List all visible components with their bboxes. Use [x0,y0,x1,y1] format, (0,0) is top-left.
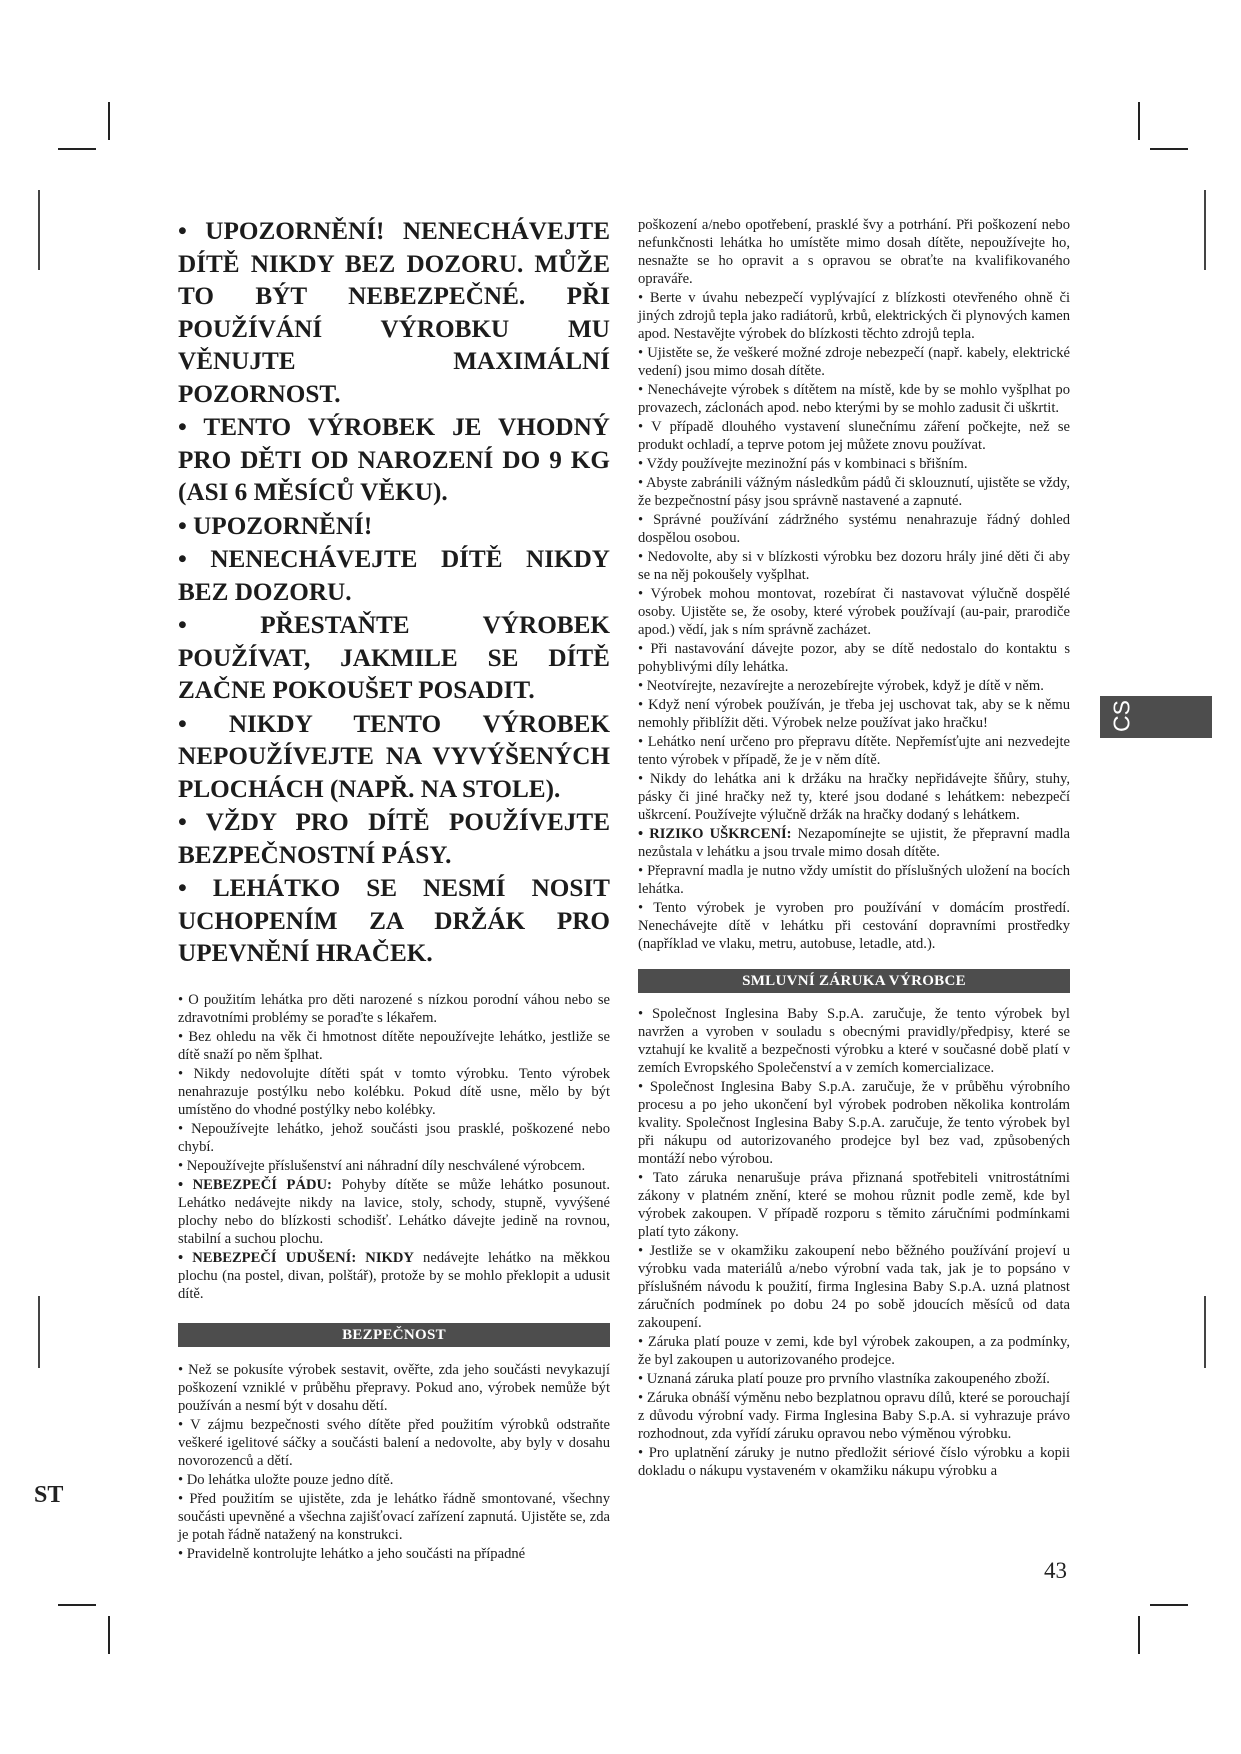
warning-block [178,216,610,971]
paragraph: • Abyste zabránili vážným následkům pádů či sklouznutí, ujistěte se vždy, že bezpečnostní pásy jsou správně nastavené a zapnuté. [638,475,1070,509]
paragraph: • Než se pokusíte výrobek sestavit, ověřte, zda jeho součásti nevykazují poškození vzniklé v průběhu přepravy. Pokud ano, výrobek nemůže být používán a nesmí být v dosahu dětí. [178,1361,610,1414]
paragraph-bold-label: • NEBEZPEČÍ UDUŠENÍ: NIKDY [178,1249,414,1266]
paragraph: • Společnost Inglesina Baby S.p.A. zaručuje, že tento výrobek byl navržen a vyroben v souladu s obecnými pravidly/předpisy, které se vztahují ke kvalitě a bezpečnosti výrobku a které v současné době platí v zemích Evropského Společenství a v zemích komercializace. [638,1006,1070,1076]
warning-item: • VŽDY PRO DÍTĚ POUŽÍVEJTE BEZPEČNOSTNÍ PÁSY. [178,809,610,869]
paragraph-bold-label: • NEBEZPEČÍ PÁDU: [178,1176,332,1193]
warning-item: • LEHÁTKO SE NESMÍ NOSIT UCHOPENÍM ZA DRŽÁK PRO UPEVNĚNÍ HRAČEK. [178,875,610,967]
paragraph: • Do lehátka uložte pouze jedno dítě. [178,1471,394,1488]
paragraph-text: Pohyby dítěte se může lehátko posunout. Lehátko nedávejte nikdy na lavice, stoly, schody, stupně, vyvýšené plochy nebo do blízkosti schodišť. Lehátko dávejte jedině na rovnou, stabilní a suchou plochu. [178,1176,610,1247]
paragraph: • V zájmu bezpečnosti svého dítěte před použitím výrobků odstraňte veškeré igelitové sáčky a součásti balení a nedovolte, aby byly v dosahu novorozenců a dětí. [178,1416,610,1469]
crop-mark-top-right-vertical [1138,102,1140,140]
safety-paragraphs [178,1361,610,1563]
paragraph: • Nedovolte, aby si v blízkosti výrobku bez dozoru hrály jiné děti či aby se na něj pokoušely vyšplhat. [638,549,1070,583]
paragraph: • Uznaná záruka platí pouze pro prvního vlastníka zakoupeného zboží. [638,1371,1050,1387]
crop-mark-bottom-left-horizontal [58,1604,96,1606]
crop-mark-bottom-right-horizontal [1150,1604,1188,1606]
safety-heading: BEZPEČNOST [178,1323,610,1347]
paragraph: • Nenechávejte výrobek s dítětem na místě, kde by se mohlo vyšplhat po provazech, záclonách apod. nebo kterými by se mohlo zadusit či uškrtit. [638,382,1070,416]
paragraph: • Vždy používejte mezinožní pás v kombinaci s břišním. [638,456,968,472]
paragraph: • Záruka platí pouze v zemi, kde byl výrobek zakoupen, a za podmínky, že byl zakoupen u autorizovaného prodejce. [638,1334,1070,1368]
paragraph: • Ujistěte se, že veškeré možné zdroje nebezpečí (např. kabely, elektrické vedení) jsou mimo dosah dítěte. [638,345,1070,379]
paragraph: • Tento výrobek je vyroben pro používání v domácím prostředí. Nenechávejte dítě v lehátku při cestování dopravními prostředky (například ve vlaku, metru, autobuse, letadle, atd.). [638,900,1070,952]
paragraph-text: nedávejte lehátko na měkkou plochu (na postel, divan, polštář), protože by se mohlo překlopit a udusit dítě. [178,1249,611,1302]
paragraph: • Nepoužívejte příslušenství ani náhradní díly neschválené výrobcem. [178,1157,586,1174]
paragraph: • Přepravní madla je nutno vždy umístit do příslušných uložení na bocích lehátka. [638,863,1070,897]
warning-item: • NENECHÁVEJTE DÍTĚ NIKDY BEZ DOZORU. [178,546,610,606]
paragraph [178,1176,610,1248]
edge-mark-right-bottom [1204,1296,1206,1368]
warning-item: • NIKDY TENTO VÝROBEK NEPOUŽÍVEJTE NA VYVÝŠENÝCH PLOCHÁCH (NAPŘ. NA STOLE). [178,710,610,803]
paragraph: • Nepoužívejte lehátko, jehož součásti jsou prasklé, poškozené nebo chybí. [178,1120,610,1155]
crop-mark-bottom-right-vertical [1138,1616,1140,1654]
adjacent-page-edge-text: ST [34,1482,64,1508]
paragraph: • Berte v úvahu nebezpečí vyplývající z blízkosti otevřeného ohně či jiných zdrojů tepla jako radiátorů, krbů, elektrických či plynových kamen apod. Nestavějte výrobek do blízkosti těchto zdrojů tepla. [638,290,1070,342]
paragraph-bold-label: • RIZIKO UŠKRCENÍ: [638,826,792,842]
paragraph: • Pravidelně kontrolujte lehátko a jeho součásti na případné [178,1545,526,1562]
crop-mark-bottom-left-vertical [108,1616,110,1654]
paragraph: • Bez ohledu na věk či hmotnost dítěte nepoužívejte lehátko, jestliže se dítě snaží po něm šplhat. [178,1028,610,1063]
language-tab-label: CS [1108,700,1135,732]
crop-mark-top-left-horizontal [58,148,96,150]
paragraph: • Záruka obnáší výměnu nebo bezplatnou opravu dílů, které se porouchají z důvodu výrobní vady. Firma Inglesina Baby S.p.A. si vyhrazuje právo rozhodnout, zda vyřídí záruku opravou nebo výměnou výrobku. [638,1390,1070,1442]
crop-mark-top-right-horizontal [1150,148,1188,150]
paragraph [638,825,1070,861]
right-paragraphs [638,216,1070,953]
paragraph: • Před použitím se ujistěte, zda je lehátko řádně smontované, všechny součásti upevněné a všechna zajišťovací zařízení zapnutá. Ujistěte se, zda je potah řádně natažený na konstrukci. [178,1490,610,1543]
paragraph: • Lehátko není určeno pro přepravu dítěte. Nepřemísťujte ani nezvedejte tento výrobek v případě, že je v něm dítě. [638,734,1070,768]
page-number: 43 [1044,1558,1067,1583]
paragraph: • Tato záruka nenarušuje práva přiznaná spotřebiteli vnitrostátními zákony v platném znění, které se mohou různit podle země, kde byl výrobek zakoupen. V případě rozporu s těmito záručními podmínkami platí tyto zákony. [638,1170,1070,1240]
paragraph: • Pro uplatnění záruky je nutno předložit sériové číslo výrobku a kopii dokladu o nákupu vystaveném v okamžiku nákupu výrobku a [638,1445,1070,1479]
warning-item: • TENTO VÝROBEK JE VHODNÝ PRO DĚTI OD NAROZENÍ DO 9 KG (ASI 6 MĚSÍCŮ VĚKU). [178,414,610,506]
crop-mark-top-left-vertical [108,102,110,140]
edge-mark-right-top [1204,190,1206,270]
paragraph: • Správné používání zádržného systému nenahrazuje řádný dohled dospělou osobou. [638,512,1070,546]
warranty-paragraphs [638,1005,1070,1480]
paragraph: • Když není výrobek používán, je třeba jej uschovat tak, aby se k němu nemohly přiblížit děti. Výrobek nelze používat jako hračku! [638,697,1070,731]
paragraph: • Výrobek mohou montovat, rozebírat či nastavovat výlučně dospělé osoby. Ujistěte se, že osoby, které výrobek používají (au-pair, prarodiče apod.) vědí, jak s ním správně zacházet. [638,586,1070,638]
warning-item: • PŘESTAŇTE VÝROBEK POUŽÍVAT, JAKMILE SE DÍTĚ ZAČNE POKOUŠET POSADIT. [178,612,610,704]
paragraph: • Nikdy do lehátka ani k držáku na hračky nepřidávejte šňůry, stuhy, pásky či jiné hračky než ty, které jsou dodané s lehátkem: nebezpečí uškrcení. Používejte výlučně držák na hračky dodaný s lehátkem. [638,771,1070,823]
paragraph [178,1249,610,1303]
paragraph: • Při nastavování dávejte pozor, aby se dítě nedostalo do kontaktu s pohyblivými díly lehátka. [638,641,1070,675]
left-column [178,216,610,1563]
paragraph-text: Nezapomínejte se ujistit, že přepravní madla nezůstala v lehátku a jsou trvale mimo dosah dítěte. [638,826,1070,860]
right-column [638,216,1070,1480]
language-tab [1100,696,1212,738]
warning-item: • UPOZORNĚNÍ! NENECHÁVEJTE DÍTĚ NIKDY BEZ DOZORU. MŮŽE TO BÝT NEBEZPEČNÉ. PŘI POUŽÍVÁNÍ VÝROBKU MU VĚNUJTE MAXIMÁLNÍ POZORNOST. [178,218,610,408]
paragraph: • O použitím lehátka pro děti narozené s nízkou porodní váhou nebo se zdravotními problémy se poraďte s lékařem. [178,991,610,1026]
paragraph: • Neotvírejte, nezavírejte a nerozebírejte výrobek, když je dítě v něm. [638,678,1044,694]
warning-item: • UPOZORNĚNÍ! [178,512,373,540]
paragraph: • Nikdy nedovolujte dítěti spát v tomto výrobku. Tento výrobek nenahrazuje postýlku nebo kolébku. Pokud dítě usne, mělo by být umístěno do vhodné postýlky nebo kolébky. [178,1065,610,1118]
paragraph: poškození a/nebo opotřebení, prasklé švy a potrhání. Při poškození nebo nefunkčnosti lehátka ho umístěte mimo dosah dítěte, nepoužívejte ho, nesnažte se ho opravit a s opravou se obraťte na kvalifikovaného opraváře. [638,217,1070,287]
edge-mark-left-bottom [38,1296,40,1368]
left-paragraphs [178,991,610,1303]
paragraph: • Společnost Inglesina Baby S.p.A. zaručuje, že v průběhu výrobního procesu a po jeho ukončení byl výrobek podroben několika kontrolám kvality. Společnost Inglesina Baby S.p.A. zaručuje, že tento výrobek byl při nákupu od autorizovaného prodejce byl bez vad, způsobených montáží nebo výrobou. [638,1079,1070,1167]
warranty-heading: SMLUVNÍ ZÁRUKA VÝROBCE [638,969,1070,993]
paragraph: • V případě dlouhého vystavení slunečnímu záření počkejte, než se produkt ochladí, a teprve potom jej můžete znovu používat. [638,419,1070,453]
edge-mark-left-top [38,190,40,270]
paragraph: • Jestliže se v okamžiku zakoupení nebo běžného používání projeví u výrobku vada materiálů a/nebo výrobní vada tak, jak je to popsáno v příslušném návodu k použití, firma Inglesina Baby S.p.A. uzná platnost záručních podmínek po dobu 24 po sobě jdoucích měsíců od data zakoupení. [638,1243,1070,1331]
